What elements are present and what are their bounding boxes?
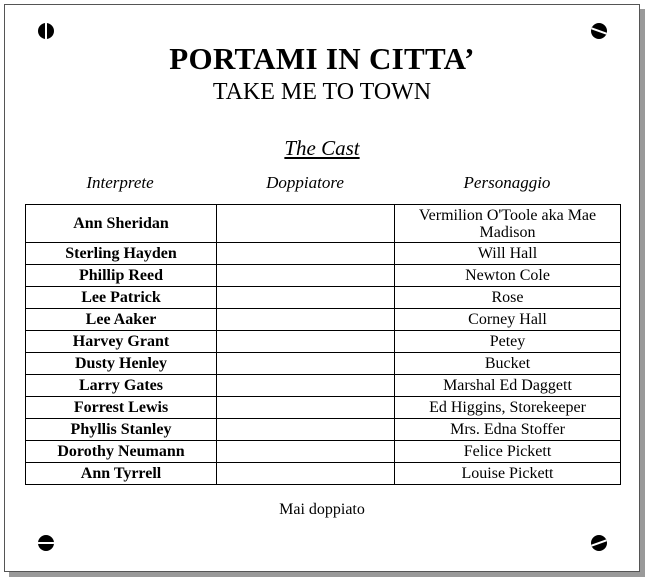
plaque [4, 4, 640, 572]
character-cell: Bucket [395, 353, 621, 375]
dubber-cell [217, 309, 395, 331]
character-cell: Rose [395, 287, 621, 309]
footer-note: Mai doppiato [279, 501, 365, 518]
table-row [26, 331, 621, 353]
page-title: PORTAMI IN CITTA’ [169, 41, 475, 76]
cast-heading: The Cast [284, 136, 360, 160]
actor-cell: Ann Sheridan [26, 205, 217, 243]
dubber-cell [217, 287, 395, 309]
table-row [26, 287, 621, 309]
screw-icon [38, 23, 54, 39]
actor-cell: Lee Patrick [26, 287, 217, 309]
page-subtitle: TAKE ME TO TOWN [212, 79, 432, 105]
actor-cell: Lee Aaker [26, 309, 217, 331]
character-cell: Mrs. Edna Stoffer [395, 419, 621, 441]
table-row [26, 397, 621, 419]
actor-cell: Larry Gates [26, 375, 217, 397]
table-row [26, 243, 621, 265]
actor-cell: Ann Tyrrell [26, 463, 217, 485]
dubber-cell [217, 375, 395, 397]
dubber-cell [217, 331, 395, 353]
actor-cell: Forrest Lewis [26, 397, 217, 419]
dubber-cell [217, 463, 395, 485]
character-cell: Will Hall [395, 243, 621, 265]
screw-icon [591, 535, 607, 551]
screw-icon [591, 23, 607, 39]
character-cell: Petey [395, 331, 621, 353]
column-header-doppiatore: Doppiatore [266, 173, 344, 192]
cast-table [25, 204, 621, 485]
table-row [26, 463, 621, 485]
dubber-cell [217, 397, 395, 419]
character-cell: Louise Pickett [395, 463, 621, 485]
dubber-cell [217, 353, 395, 375]
table-row [26, 419, 621, 441]
table-row [26, 205, 621, 243]
character-cell: Newton Cole [395, 265, 621, 287]
character-cell: Felice Pickett [395, 441, 621, 463]
character-cell: Ed Higgins, Storekeeper [395, 397, 621, 419]
actor-cell: Phillip Reed [26, 265, 217, 287]
column-header-personaggio: Personaggio [463, 173, 551, 192]
table-row [26, 353, 621, 375]
screw-icon [38, 535, 54, 551]
character-cell: Vermilion O'Toole aka Mae Madison [395, 205, 621, 243]
character-cell: Corney Hall [395, 309, 621, 331]
dubber-cell [217, 243, 395, 265]
actor-cell: Harvey Grant [26, 331, 217, 353]
dubber-cell [217, 419, 395, 441]
dubber-cell [217, 441, 395, 463]
dubber-cell [217, 265, 395, 287]
actor-cell: Sterling Hayden [26, 243, 217, 265]
column-header-interprete: Interprete [86, 173, 154, 192]
dubber-cell [217, 205, 395, 243]
table-row [26, 441, 621, 463]
table-row [26, 309, 621, 331]
table-row [26, 265, 621, 287]
actor-cell: Dusty Henley [26, 353, 217, 375]
character-cell: Marshal Ed Daggett [395, 375, 621, 397]
table-row [26, 375, 621, 397]
actor-cell: Phyllis Stanley [26, 419, 217, 441]
actor-cell: Dorothy Neumann [26, 441, 217, 463]
